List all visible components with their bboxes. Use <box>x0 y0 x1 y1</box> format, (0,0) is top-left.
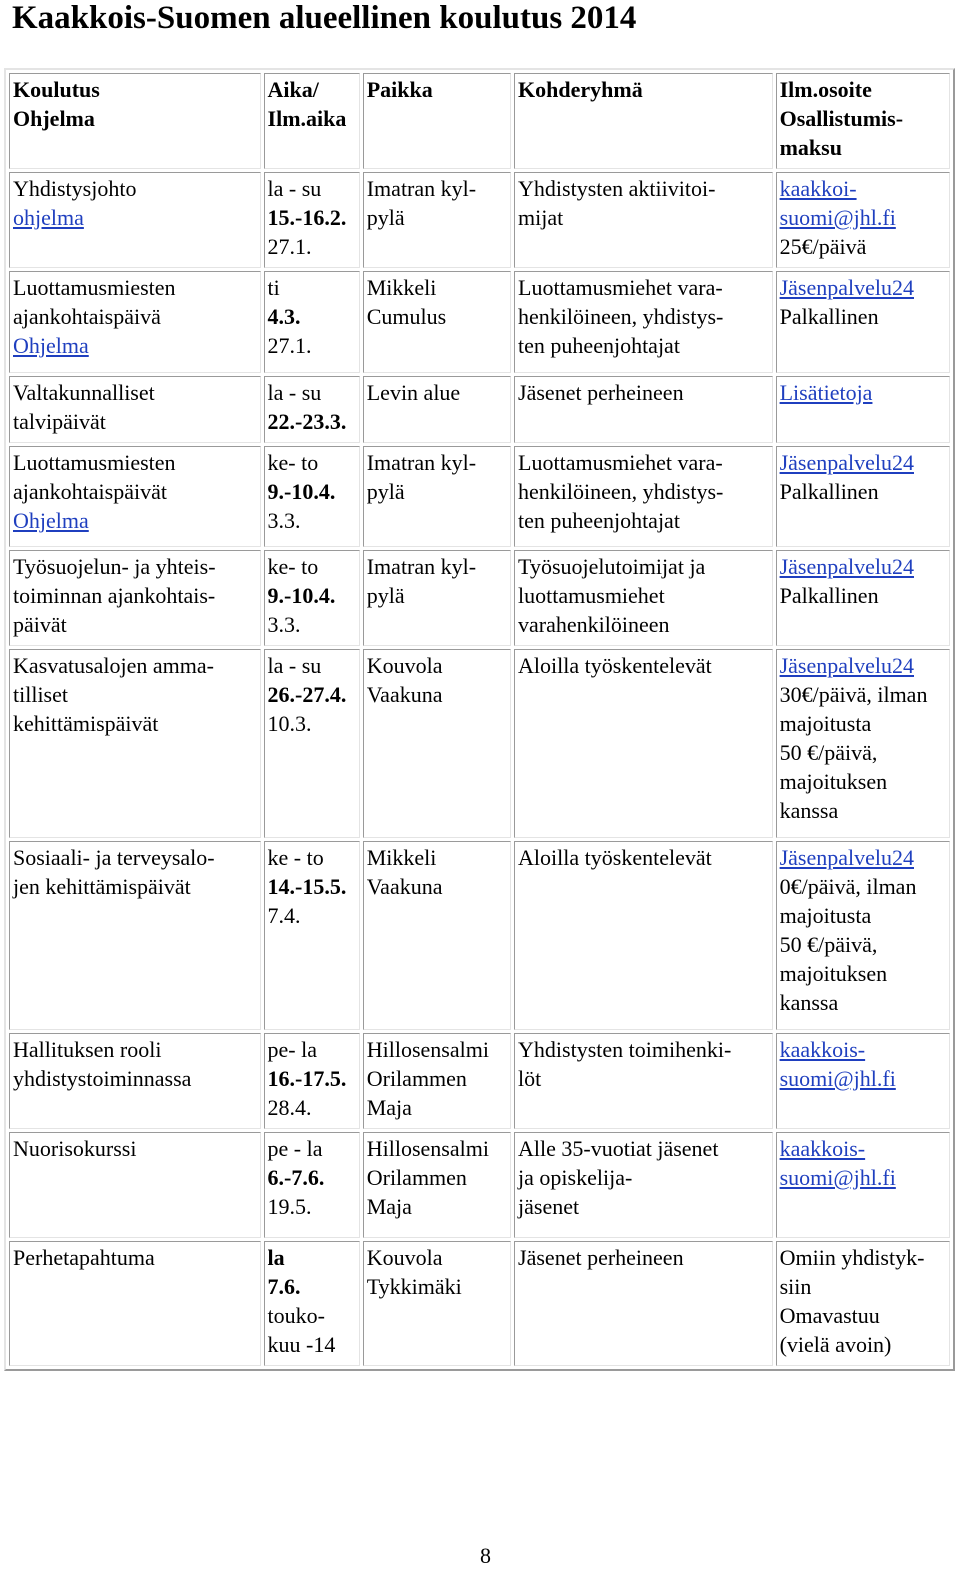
cell-kohderyhma <box>514 172 773 268</box>
cell-link[interactable]: Lisätietoja <box>779 380 873 405</box>
header-ilmoittautuminen: Ilm.osoite Osallistumis- maksu <box>776 73 950 169</box>
cell-aika <box>264 841 360 1030</box>
cell-paikka <box>363 649 511 838</box>
cell-text: Jäsenet perheineen <box>518 1245 684 1270</box>
cell-text: 3.3. <box>267 612 301 637</box>
cell-text: 9.-10.4. <box>267 479 336 504</box>
cell-ilmoittautuminen <box>776 649 950 838</box>
cell-text: Mikkeli <box>366 275 437 300</box>
cell-text: ten puheenjohtajat <box>518 333 680 358</box>
cell-text: pe- la <box>267 1037 317 1062</box>
cell-ilmoittautuminen <box>776 550 950 646</box>
cell-text: 19.5. <box>267 1194 312 1219</box>
cell-text: ke- to <box>267 554 319 579</box>
cell-text: 0€/päivä, ilman <box>779 874 917 899</box>
cell-link[interactable]: kaakkoi- <box>779 176 857 201</box>
cell-text: Palkallinen <box>779 479 879 504</box>
cell-link[interactable]: Jäsenpalvelu24 <box>779 554 914 579</box>
cell-text: kehittämispäivät <box>13 711 159 736</box>
cell-paikka <box>363 271 511 373</box>
cell-text: kuu -14 <box>267 1332 336 1357</box>
cell-text: Orilammen <box>366 1165 467 1190</box>
cell-ilmoittautuminen <box>776 446 950 547</box>
table-row <box>9 172 950 268</box>
cell-text: la <box>267 1245 285 1270</box>
cell-text: Vaakuna <box>366 874 443 899</box>
cell-text: Cumulus <box>366 304 447 329</box>
cell-kohderyhma <box>514 271 773 373</box>
cell-text: Omiin yhdistyk- <box>779 1245 925 1270</box>
cell-text: 28.4. <box>267 1095 312 1120</box>
cell-text: toiminnan ajankohtais- <box>13 583 216 608</box>
cell-text: Palkallinen <box>779 304 879 329</box>
cell-text: Hallituksen rooli <box>13 1037 162 1062</box>
cell-text: ajankohtaispäivät <box>13 479 167 504</box>
cell-text: Omavastuu <box>779 1303 880 1328</box>
cell-text: Luottamusmiehet vara- <box>518 450 723 475</box>
cell-text: 6.-7.6. <box>267 1165 325 1190</box>
cell-text: Työsuojelun- ja yhteis- <box>13 554 216 579</box>
cell-text: Nuorisokurssi <box>13 1136 137 1161</box>
training-schedule-table <box>4 68 955 1371</box>
cell-paikka <box>363 841 511 1030</box>
cell-text: majoituksen <box>779 769 888 794</box>
cell-text: 25€/päivä <box>779 234 867 259</box>
cell-text: la - su <box>267 176 322 201</box>
cell-text: jen kehittämispäivät <box>13 874 191 899</box>
cell-koulutus <box>9 1033 261 1129</box>
cell-kohderyhma <box>514 841 773 1030</box>
cell-text: Mikkeli <box>366 845 437 870</box>
cell-text: pylä <box>366 205 405 230</box>
cell-ilmoittautuminen <box>776 1241 950 1366</box>
cell-text: (vielä avoin) <box>779 1332 892 1357</box>
cell-text: la - su <box>267 653 322 678</box>
cell-text: talvipäivät <box>13 409 106 434</box>
table-row <box>9 841 950 1030</box>
cell-text: Luottamusmiesten <box>13 275 176 300</box>
cell-aika <box>264 376 360 443</box>
cell-link[interactable]: Jäsenpalvelu24 <box>779 450 914 475</box>
cell-ilmoittautuminen <box>776 841 950 1030</box>
cell-text: pe - la <box>267 1136 323 1161</box>
cell-aika <box>264 1132 360 1238</box>
cell-ilmoittautuminen <box>776 376 950 443</box>
cell-koulutus <box>9 841 261 1030</box>
table-row <box>9 1241 950 1366</box>
cell-text: pylä <box>366 583 405 608</box>
cell-koulutus <box>9 1241 261 1366</box>
cell-link[interactable]: suomi@jhl.fi <box>779 1165 896 1190</box>
cell-text: kanssa <box>779 798 839 823</box>
cell-aika <box>264 649 360 838</box>
cell-text: touko- <box>267 1303 325 1328</box>
cell-text: Kouvola <box>366 653 443 678</box>
page-title: Kaakkois-Suomen alueellinen koulutus 2014 <box>12 0 637 36</box>
cell-kohderyhma <box>514 446 773 547</box>
cell-text: Levin alue <box>366 380 461 405</box>
cell-text: 7.6. <box>267 1274 301 1299</box>
cell-text: ten puheenjohtajat <box>518 508 680 533</box>
cell-text: Yhdistysten aktiivitoi- <box>518 176 716 201</box>
cell-text: ja opiskelija- <box>518 1165 633 1190</box>
cell-text: mijat <box>518 205 564 230</box>
cell-text: Tykkimäki <box>366 1274 462 1299</box>
cell-text: jäsenet <box>518 1194 580 1219</box>
cell-ilmoittautuminen <box>776 172 950 268</box>
header-koulutus: Koulutus Ohjelma <box>9 73 261 169</box>
cell-text: Kouvola <box>366 1245 443 1270</box>
cell-text: Imatran kyl- <box>366 176 477 201</box>
cell-text: majoitusta <box>779 903 872 928</box>
cell-text: 26.-27.4. <box>267 682 347 707</box>
cell-text: Luottamusmiehet vara- <box>518 275 723 300</box>
cell-paikka <box>363 1241 511 1366</box>
cell-paikka <box>363 376 511 443</box>
cell-text: 3.3. <box>267 508 301 533</box>
page-number: 8 <box>480 1543 491 1568</box>
cell-text: Työsuojelutoimijat ja <box>518 554 706 579</box>
cell-kohderyhma <box>514 1132 773 1238</box>
cell-koulutus <box>9 550 261 646</box>
cell-kohderyhma <box>514 376 773 443</box>
cell-koulutus <box>9 172 261 268</box>
table-row <box>9 376 950 443</box>
cell-aika <box>264 271 360 373</box>
cell-text: 10.3. <box>267 711 312 736</box>
cell-aika <box>264 550 360 646</box>
cell-text: löt <box>518 1066 542 1091</box>
cell-text: Sosiaali- ja terveysalo- <box>13 845 215 870</box>
cell-link[interactable]: ohjelma <box>13 205 84 230</box>
cell-text: kanssa <box>779 990 839 1015</box>
cell-text: ajankohtaispäivä <box>13 304 161 329</box>
cell-text: 7.4. <box>267 903 301 928</box>
cell-text: tilliset <box>13 682 68 707</box>
cell-aika <box>264 446 360 547</box>
cell-text: 22.-23.3. <box>267 409 347 434</box>
cell-text: Maja <box>366 1095 412 1120</box>
cell-link[interactable]: Jäsenpalvelu24 <box>779 845 914 870</box>
cell-text: henkilöineen, yhdistys- <box>518 304 724 329</box>
cell-text: majoituksen <box>779 961 888 986</box>
cell-ilmoittautuminen <box>776 1132 950 1238</box>
cell-koulutus <box>9 649 261 838</box>
cell-text: siin <box>779 1274 812 1299</box>
table-row <box>9 550 950 646</box>
cell-link[interactable]: Jäsenpalvelu24 <box>779 653 914 678</box>
cell-kohderyhma <box>514 649 773 838</box>
cell-text: 50 €/päivä, <box>779 932 878 957</box>
table-row <box>9 649 950 838</box>
cell-aika <box>264 1241 360 1366</box>
cell-text: la - su <box>267 380 322 405</box>
cell-text: Hillosensalmi <box>366 1136 489 1161</box>
cell-text: 27.1. <box>267 234 312 259</box>
cell-link[interactable]: kaakkois- <box>779 1136 866 1161</box>
header-paikka: Paikka <box>363 73 511 169</box>
table-row <box>9 1132 950 1238</box>
cell-text: Imatran kyl- <box>366 554 477 579</box>
cell-text: päivät <box>13 612 67 637</box>
cell-text: Maja <box>366 1194 412 1219</box>
cell-text: Luottamusmiesten <box>13 450 176 475</box>
cell-text: Palkallinen <box>779 583 879 608</box>
cell-kohderyhma <box>514 550 773 646</box>
cell-text: 30€/päivä, ilman <box>779 682 928 707</box>
cell-paikka <box>363 1033 511 1129</box>
cell-link[interactable]: suomi@jhl.fi <box>779 1066 896 1091</box>
cell-text: Alle 35-vuotiat jäsenet <box>518 1136 719 1161</box>
cell-text: henkilöineen, yhdistys- <box>518 479 724 504</box>
cell-paikka <box>363 1132 511 1238</box>
cell-paikka <box>363 550 511 646</box>
cell-text: Aloilla työskentelevät <box>518 653 712 678</box>
cell-text: 4.3. <box>267 304 301 329</box>
cell-link[interactable]: Ohjelma <box>13 333 89 358</box>
cell-link[interactable]: Jäsenpalvelu24 <box>779 275 914 300</box>
cell-paikka <box>363 446 511 547</box>
cell-text: majoitusta <box>779 711 872 736</box>
cell-koulutus <box>9 376 261 443</box>
cell-text: 50 €/päivä, <box>779 740 878 765</box>
table-row <box>9 446 950 547</box>
cell-link[interactable]: Ohjelma <box>13 508 89 533</box>
cell-link[interactable]: suomi@jhl.fi <box>779 205 896 230</box>
cell-kohderyhma <box>514 1241 773 1366</box>
cell-link[interactable]: kaakkois- <box>779 1037 866 1062</box>
cell-aika <box>264 1033 360 1129</box>
cell-text: ti <box>267 275 280 300</box>
cell-text: 16.-17.5. <box>267 1066 347 1091</box>
cell-text: Orilammen <box>366 1066 467 1091</box>
cell-ilmoittautuminen <box>776 1033 950 1129</box>
cell-koulutus <box>9 1132 261 1238</box>
cell-text: Valtakunnalliset <box>13 380 155 405</box>
cell-text: Hillosensalmi <box>366 1037 489 1062</box>
cell-text: 9.-10.4. <box>267 583 336 608</box>
cell-kohderyhma <box>514 1033 773 1129</box>
cell-text: Jäsenet perheineen <box>518 380 684 405</box>
cell-text: yhdistystoiminnassa <box>13 1066 192 1091</box>
table-row <box>9 1033 950 1129</box>
cell-aika <box>264 172 360 268</box>
cell-text: Yhdistysjohto <box>13 176 137 201</box>
cell-text: varahenkilöineen <box>518 612 670 637</box>
cell-text: 15.-16.2. <box>267 205 347 230</box>
cell-koulutus <box>9 446 261 547</box>
cell-text: pylä <box>366 479 405 504</box>
cell-text: ke- to <box>267 450 319 475</box>
table-header-row <box>9 73 950 169</box>
cell-paikka <box>363 172 511 268</box>
cell-koulutus <box>9 271 261 373</box>
cell-text: Kasvatusalojen amma- <box>13 653 214 678</box>
cell-text: Aloilla työskentelevät <box>518 845 712 870</box>
cell-ilmoittautuminen <box>776 271 950 373</box>
cell-text: Yhdistysten toimihenki- <box>518 1037 732 1062</box>
cell-text: ke - to <box>267 845 324 870</box>
cell-text: luottamusmiehet <box>518 583 665 608</box>
cell-text: Vaakuna <box>366 682 443 707</box>
cell-text: Imatran kyl- <box>366 450 477 475</box>
table-row <box>9 271 950 373</box>
header-aika: Aika/ Ilm.aika <box>264 73 360 169</box>
cell-text: Perhetapahtuma <box>13 1245 155 1270</box>
cell-text: 27.1. <box>267 333 312 358</box>
header-kohderyhma: Kohderyhmä <box>514 73 773 169</box>
cell-text: 14.-15.5. <box>267 874 347 899</box>
